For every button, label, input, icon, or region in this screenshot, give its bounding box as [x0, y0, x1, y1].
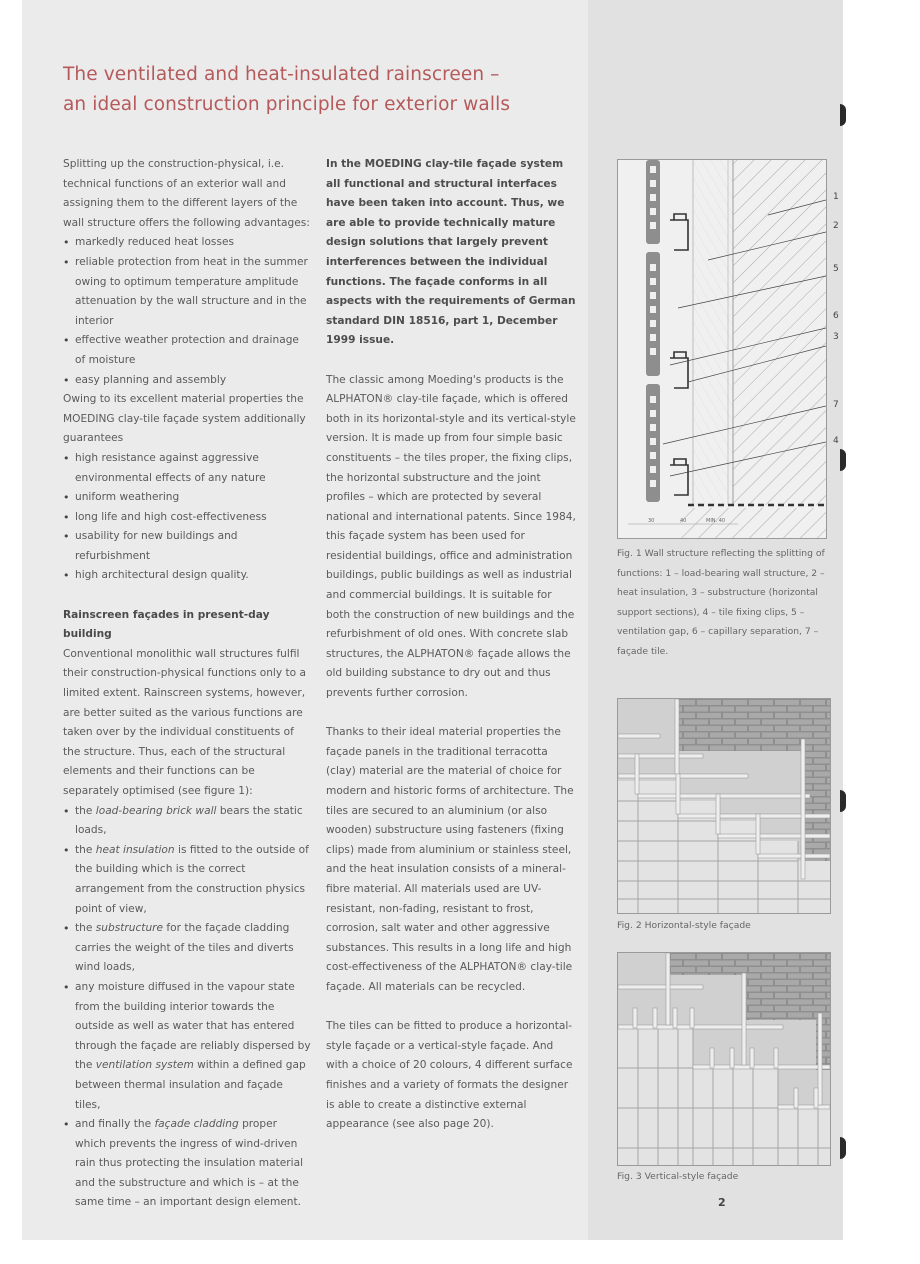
list-item: • reliable protection from heat in the summer owing to optimum temperature amplitude attenuation by the wall structure and in the interior — [63, 253, 311, 331]
figure-3-caption: Fig. 3 Vertical-style façade — [617, 1171, 739, 1182]
title-line-2: an ideal construction principle for exterior walls — [63, 94, 511, 115]
callout-label: 4 — [833, 436, 839, 446]
callout-label: 5 — [833, 264, 839, 274]
punch-hole-mark — [840, 449, 846, 471]
list-item: • uniform weathering — [63, 488, 311, 508]
list-item: • high resistance against aggressive environmental effects of any nature — [63, 449, 311, 488]
intro-paragraph: Splitting up the construction-physical, i.e. technical functions of an exterior wall and assigning them to the different layers of the wall structure offers the following advantages: — [63, 158, 310, 229]
wall-section-diagram — [618, 160, 826, 538]
advantages-list — [63, 233, 311, 390]
guarantees-list — [63, 449, 311, 586]
callout-label: 6 — [833, 311, 839, 321]
list-item: • effective weather protection and drainage of moisture — [63, 331, 311, 370]
text-column-2 — [326, 155, 576, 1135]
list-item: • high architectural design quality. — [63, 566, 311, 586]
figure-1-wall-section — [617, 159, 827, 539]
list-item: • any moisture diffused in the vapour state from the building interior towards the outside as well as water that has entered through the façade are reliably dispersed by the ventilation system within a defined gap between thermal insulation and façade tiles, — [63, 978, 311, 1115]
styles-paragraph: The tiles can be fitted to produce a horizontal-style façade or a vertical-style façade. And with a choice of 20 colours, 4 different surface finishes and a variety of formats the designer is able to create a distinctive external appearance (see also page 20). — [326, 1020, 573, 1131]
callout-label: 1 — [833, 192, 839, 202]
page-title — [63, 60, 510, 120]
svg-text:40: 40 — [680, 518, 687, 524]
list-item: • the load-bearing brick wall bears the static loads, — [63, 802, 311, 841]
svg-text:MIN. 40: MIN. 40 — [706, 518, 726, 524]
list-item: • and finally the façade cladding proper which prevents the ingress of wind-driven rain thus protecting the insulation material and the substructure and which is – at the same time – an important design element. — [63, 1115, 311, 1213]
list-item: • easy planning and assembly — [63, 371, 311, 391]
title-line-1: The ventilated and heat-insulated rainscreen – — [63, 64, 500, 85]
svg-text:30: 30 — [648, 518, 655, 524]
callout-label: 7 — [833, 400, 839, 410]
list-item: • usability for new buildings and refurbishment — [63, 527, 311, 566]
figure-2-caption: Fig. 2 Horizontal-style façade — [617, 920, 751, 931]
guarantees-intro: Owing to its excellent material properties the MOEDING clay-tile façade system additionally guarantees — [63, 393, 306, 445]
list-item: • markedly reduced heat losses — [63, 233, 311, 253]
text-column-1 — [63, 155, 311, 1213]
punch-hole-mark — [840, 1137, 846, 1159]
list-item: • the heat insulation is fitted to the outside of the building which is the correct arrangement from the construction physics point of view, — [63, 841, 311, 919]
vertical-facade-illustration — [618, 953, 830, 1165]
list-item: • long life and high cost-effectiveness — [63, 508, 311, 528]
alphaton-paragraph: The classic among Moeding's products is the ALPHATON® clay-tile façade, which is offered both in its horizontal-style and its vertical-style version. It is made up from four simple basic constituents – the tiles proper, the fixing clips, the horizontal substructure and the joint profiles – which are protected by several national and international patents. Since 1984, this façade system has been used for residential buildings, office and administration buildings, public buildings as well as industrial and commercial buildings. It is suitable for both the construction of new buildings and the refurbishment of old ones. With concrete slab structures, the ALPHATON® façade allows the old building substance to dry out and thus prevents further corrosion. — [326, 373, 576, 700]
figure-3-vertical-facade — [617, 952, 831, 1166]
figure-2-horizontal-facade — [617, 698, 831, 914]
section-heading: Rainscreen façades in present-day building — [63, 608, 270, 641]
horizontal-facade-illustration — [618, 699, 830, 913]
punch-hole-mark — [840, 790, 846, 812]
callout-label: 2 — [833, 221, 839, 231]
punch-hole-mark — [840, 104, 846, 126]
section-paragraph: Conventional monolithic wall structures fulfil their construction-physical functions only to a limited extent. Rainscreen systems, however, are better suited as the various functions are taken over by the individual constituents of the structure. Thus, each of the structural elements and their functions can be separately optimised (see figure 1): — [63, 647, 306, 797]
material-paragraph: Thanks to their ideal material properties the façade panels in the traditional terracotta (clay) material are the material of choice for modern and historic forms of architecture. The tiles are secured to an aluminium (or also wooden) substructure using fasteners (fixing clips) made from aluminium or stainless steel, and the heat insulation consists of a mineral-fibre material. All materials used are UV-resistant, non-fading, resistant to frost, corrosion, salt water and other aggressive substances. This results in a long life and high cost-effectiveness of the ALPHATON® clay-tile façade. All materials can be recycled. — [326, 726, 574, 993]
functions-list — [63, 802, 311, 1213]
bold-intro-paragraph: In the MOEDING clay-tile façade system all functional and structural interfaces have been taken into account. Thus, we are able to provide technically mature design solutions that largely prevent interferences between the individual functions. The façade conforms in all aspects with the requirements of German standard DIN 18516, part 1, December 1999 issue. — [326, 158, 576, 347]
callout-label: 3 — [833, 332, 839, 342]
page-number: 2 — [718, 1196, 726, 1209]
figure-1-caption: Fig. 1 Wall structure reflecting the splitting of functions: 1 – load-bearing wall structure, 2 – heat insulation, 3 – substructure (horizontal support sections), 4 – tile fixing clips, 5 – ventilation gap, 6 – capillary separation, 7 – façade tile. — [617, 548, 825, 657]
list-item: • the substructure for the façade cladding carries the weight of the tiles and diverts wind loads, — [63, 919, 311, 978]
